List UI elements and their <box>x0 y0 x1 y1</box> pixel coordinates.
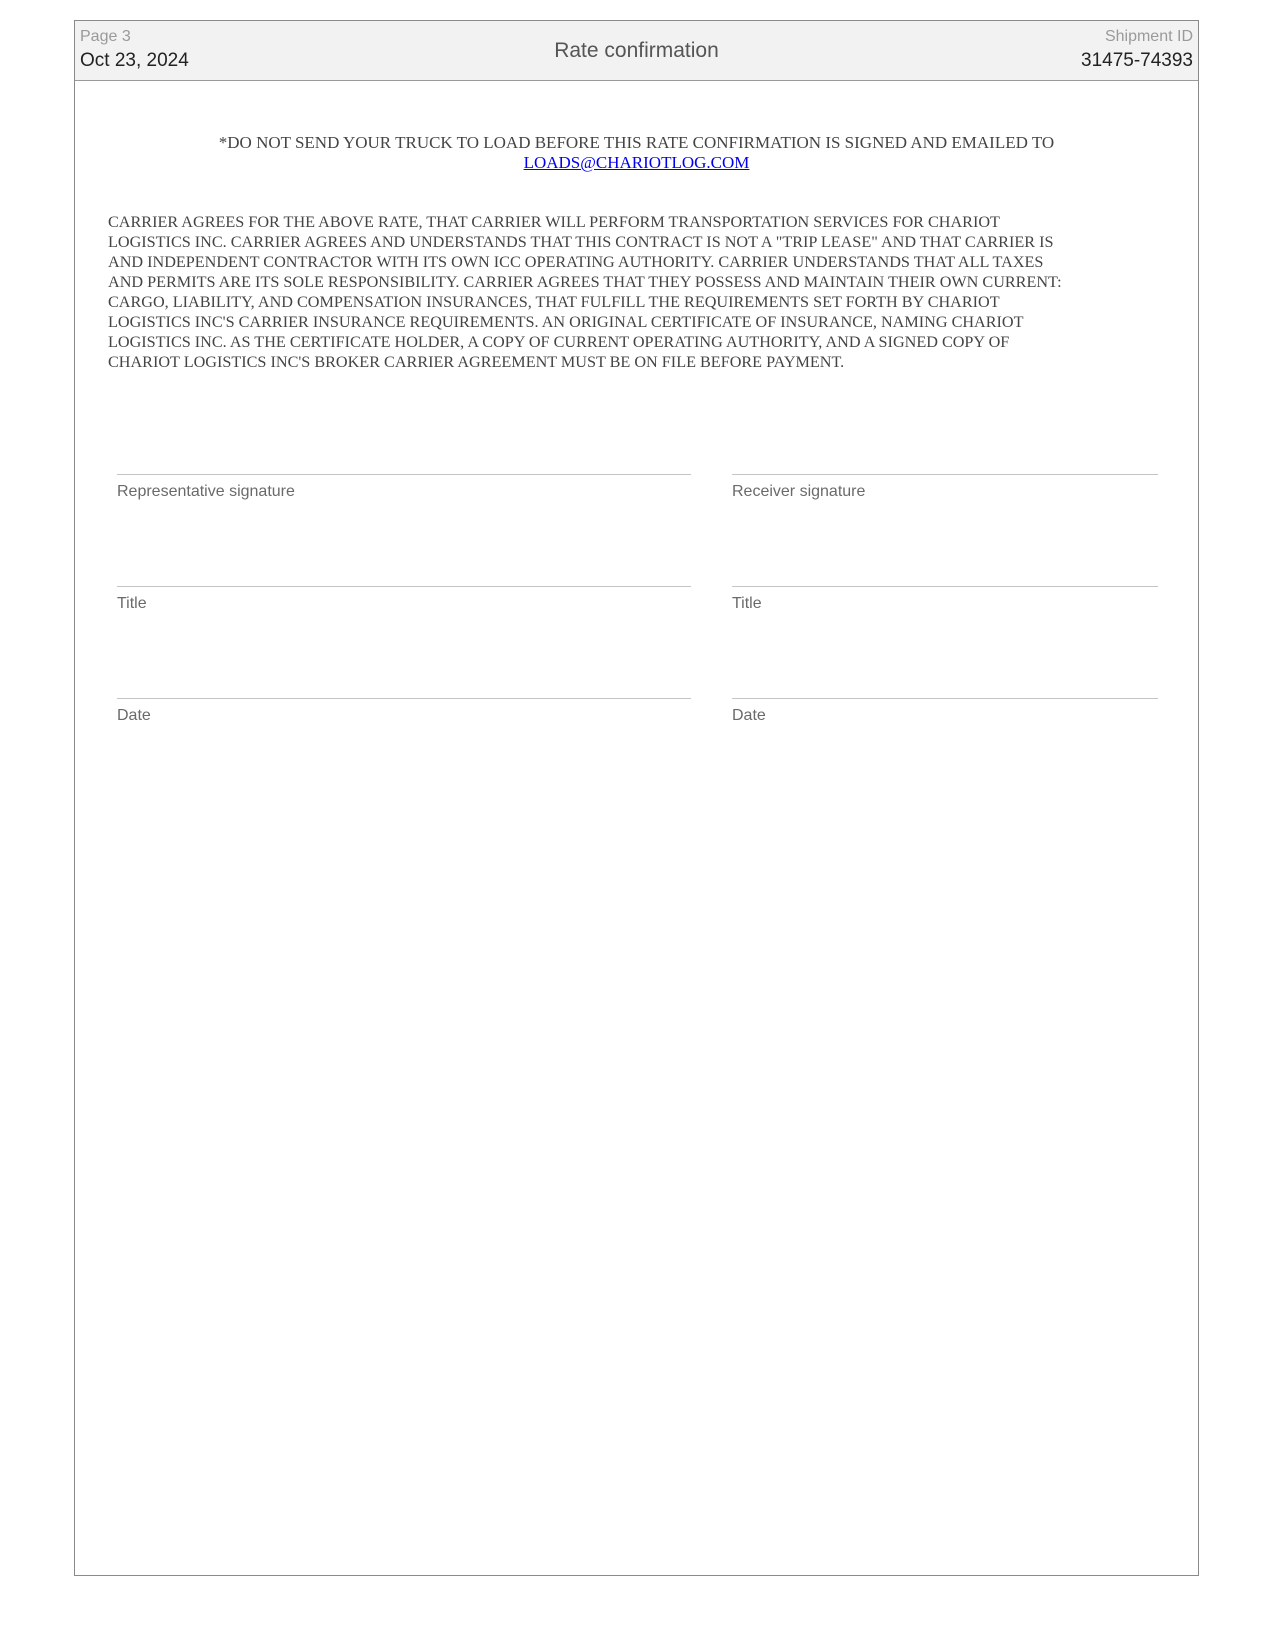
receiver-date-label: Date <box>732 707 766 724</box>
representative-signature-field[interactable] <box>117 474 691 501</box>
signature-line <box>117 586 691 587</box>
loads-email-link[interactable]: LOADS@CHARIOTLOG.COM <box>523 153 750 172</box>
document-title: Rate confirmation <box>554 39 719 62</box>
representative-date-label: Date <box>117 707 151 724</box>
signature-line <box>117 698 691 699</box>
agreement-line: CARGO, LIABILITY, AND COMPENSATION INSURANCES, THAT FULFILL THE REQUIREMENTS SET FORTH BY CHARIOT <box>108 293 1000 311</box>
signature-line <box>732 474 1158 475</box>
representative-date-field[interactable] <box>117 698 691 725</box>
shipment-id: 31475-74393 <box>1081 50 1193 71</box>
loading-notice-text: *DO NOT SEND YOUR TRUCK TO LOAD BEFORE THIS RATE CONFIRMATION IS SIGNED AND EMAILED TO <box>218 133 1055 152</box>
receiver-signature-field[interactable] <box>732 474 1158 501</box>
representative-signature-label: Representative signature <box>117 483 295 500</box>
representative-title-field[interactable] <box>117 586 691 613</box>
document-page <box>74 20 1199 1576</box>
agreement-line: CARRIER AGREES FOR THE ABOVE RATE, THAT CARRIER WILL PERFORM TRANSPORTATION SERVICES FOR CHARIOT <box>108 213 1000 231</box>
carrier-agreement-text <box>108 212 1170 372</box>
signature-line <box>117 474 691 475</box>
agreement-line: CHARIOT LOGISTICS INC'S BROKER CARRIER AGREEMENT MUST BE ON FILE BEFORE PAYMENT. <box>108 353 845 371</box>
receiver-title-label: Title <box>732 595 762 612</box>
signature-line <box>732 586 1158 587</box>
receiver-date-field[interactable] <box>732 698 1158 725</box>
loading-notice <box>75 133 1198 173</box>
document-date: Oct 23, 2024 <box>80 50 189 71</box>
agreement-line: LOGISTICS INC. AS THE CERTIFICATE HOLDER, A COPY OF CURRENT OPERATING AUTHORITY, AND A SIGNED COPY OF <box>108 333 1010 351</box>
signature-line <box>732 698 1158 699</box>
agreement-line: LOGISTICS INC. CARRIER AGREES AND UNDERSTANDS THAT THIS CONTRACT IS NOT A "TRIP LEASE" AND THAT CARRIER IS <box>108 233 1054 251</box>
receiver-title-field[interactable] <box>732 586 1158 613</box>
representative-title-label: Title <box>117 595 147 612</box>
shipment-id-label: Shipment ID <box>1104 28 1193 45</box>
receiver-signature-label: Receiver signature <box>732 483 866 500</box>
page-number: Page 3 <box>80 28 131 45</box>
header-right <box>1081 27 1193 74</box>
agreement-line: AND PERMITS ARE ITS SOLE RESPONSIBILITY. CARRIER AGREES THAT THEY POSSESS AND MAINTAIN THEIR OWN CURRENT: <box>108 273 1062 291</box>
agreement-line: AND INDEPENDENT CONTRACTOR WITH ITS OWN ICC OPERATING AUTHORITY. CARRIER UNDERSTANDS THAT ALL TAXES <box>108 253 1044 271</box>
page-header <box>75 21 1198 81</box>
agreement-line: LOGISTICS INC'S CARRIER INSURANCE REQUIREMENTS. AN ORIGINAL CERTIFICATE OF INSURANCE, NAMING CHARIOT <box>108 313 1024 331</box>
